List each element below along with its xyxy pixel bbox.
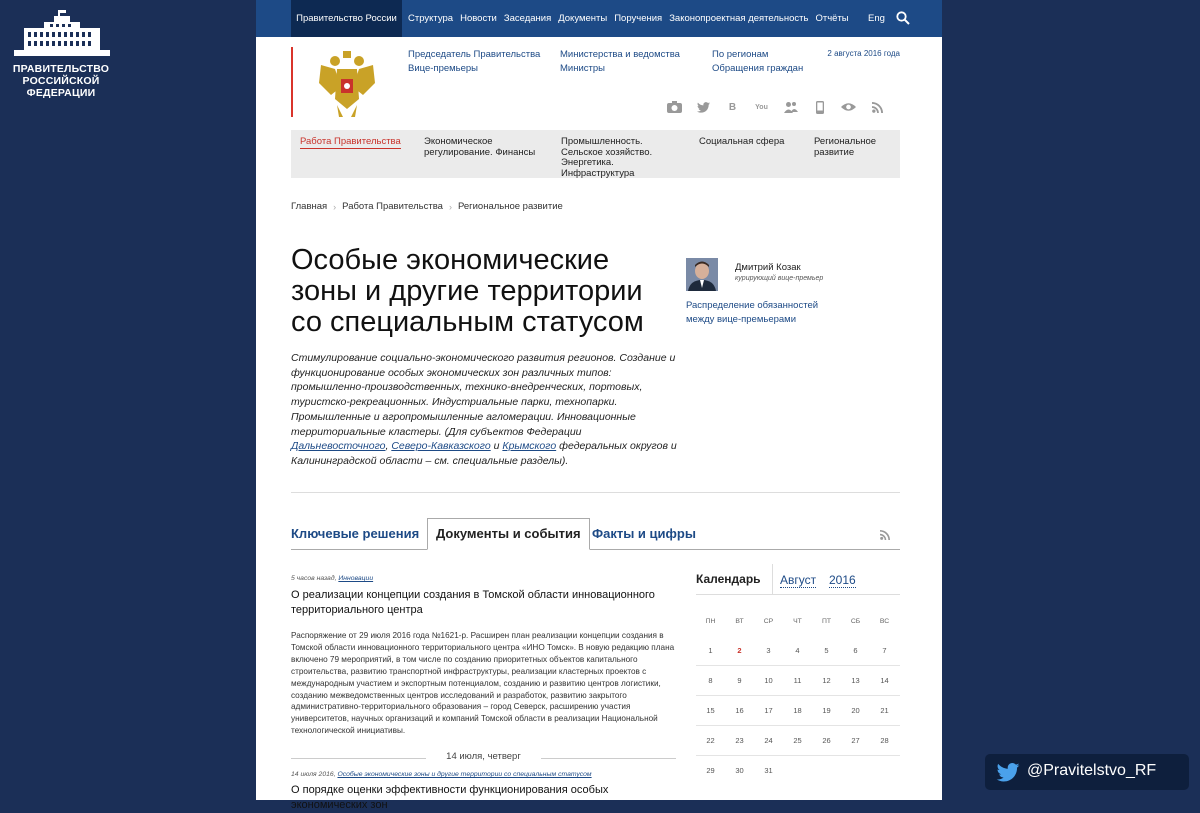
- eye-icon[interactable]: [841, 100, 856, 114]
- calendar: [696, 564, 900, 775]
- calendar-header-divider: [772, 564, 773, 594]
- calendar-day[interactable]: 12: [822, 676, 831, 685]
- logo-line-2: РОССИЙСКОЙ: [22, 75, 100, 87]
- secnav-regional[interactable]: Региональное развитие: [814, 136, 877, 158]
- calendar-day[interactable]: 18: [793, 706, 802, 715]
- news-title[interactable]: О реализации концепции создания в Томской области инновационного территориального центра: [291, 589, 655, 616]
- nav-link-meetings[interactable]: Заседания: [503, 13, 552, 24]
- news-text: Распоряжение от 29 июля 2016 года №1621-р. Расширен план реализации концепции создания в Томской области инновационного территориального центра «ИНО Томск». В новую редакцию плана включено 79 мероприятий, в том числе по созданию приоритетных объектов капитального строительства, развитию транспортной инфраструктуры, реализации кластерных проектов с международным участием и экспортным потенциалом, созданию и развитию центров логистики, созданию межведомственных центров исследований и разработок, развитию закрытого административно-территориального образования – город Северск, расширению участия университетов, научных организаций и компаний Томской области в реализации Национальной технологической инициативы.: [291, 631, 675, 736]
- calendar-day[interactable]: 19: [822, 706, 831, 715]
- secnav-social[interactable]: Социальная сфера: [699, 136, 785, 147]
- header-red-accent: [291, 47, 293, 117]
- calendar-week: [696, 756, 900, 785]
- calendar-month-selector[interactable]: Август: [780, 573, 817, 587]
- news-meta: [291, 771, 681, 778]
- weekday-label: ВС: [879, 618, 890, 625]
- calendar-title: Календарь: [696, 572, 761, 586]
- person-avatar[interactable]: [686, 258, 718, 291]
- breadcrumb-home[interactable]: Главная: [291, 201, 328, 212]
- nav-link-reports[interactable]: Отчёты: [815, 13, 849, 24]
- secnav-government-work[interactable]: Работа Правительства: [300, 136, 401, 147]
- top-nav-links: [408, 0, 849, 37]
- calendar-grid: [696, 616, 900, 785]
- day-separator-line-right: [541, 758, 676, 759]
- calendar-day[interactable]: 7: [882, 646, 887, 655]
- calendar-day[interactable]: 3: [766, 646, 771, 655]
- calendar-day[interactable]: 13: [851, 676, 860, 685]
- crimea-district-link[interactable]: Крымского: [502, 440, 557, 453]
- people-icon[interactable]: [783, 100, 798, 114]
- twitter-handle-badge[interactable]: [985, 754, 1189, 790]
- language-switch[interactable]: Eng: [868, 13, 885, 24]
- weekday-label: ВТ: [735, 618, 744, 625]
- calendar-day[interactable]: 11: [793, 676, 802, 685]
- camera-icon[interactable]: [667, 100, 682, 114]
- calendar-day[interactable]: 23: [735, 736, 744, 745]
- calendar-day-today[interactable]: 2: [737, 646, 742, 655]
- twitter-icon[interactable]: [696, 100, 711, 114]
- site-header: [291, 37, 900, 130]
- tab-facts-figures[interactable]: Факты и цифры: [592, 526, 696, 541]
- description-separator-2: и: [490, 440, 503, 453]
- nav-link-instructions[interactable]: Поручения: [614, 13, 663, 24]
- calendar-day[interactable]: 5: [824, 646, 829, 655]
- calendar-day[interactable]: 31: [764, 766, 773, 775]
- calendar-day[interactable]: 25: [793, 736, 802, 745]
- vk-icon[interactable]: B: [728, 101, 737, 113]
- day-separator: [291, 751, 676, 765]
- government-logo-text: [6, 63, 116, 99]
- calendar-header: [696, 564, 900, 595]
- calendar-day[interactable]: 15: [706, 706, 715, 715]
- calendar-week: [696, 696, 900, 726]
- weekday-label: СР: [763, 618, 774, 625]
- header-link-chairman[interactable]: Председатель Правительства: [408, 49, 541, 60]
- calendar-day[interactable]: 22: [706, 736, 715, 745]
- page-content: [256, 0, 942, 811]
- content-tabs: [291, 518, 900, 550]
- news-time: 5 часов назад,: [291, 575, 337, 582]
- search-icon[interactable]: [896, 11, 910, 25]
- far-east-district-link[interactable]: Дальневосточного: [291, 440, 386, 453]
- weekday-label: ЧТ: [793, 618, 802, 625]
- calendar-day[interactable]: 9: [737, 676, 742, 685]
- description-separator-1: ,: [385, 440, 392, 453]
- twitter-handle: @Pravitelstvo_RF: [1027, 762, 1157, 779]
- nav-link-structure[interactable]: Структура: [408, 13, 454, 24]
- current-date: 2 августа 2016 года: [827, 49, 900, 58]
- secnav-industry[interactable]: Промышленность. Сельское хозяйство. Энергетика. Инфраструктура: [561, 136, 653, 179]
- calendar-week: [696, 636, 900, 666]
- weekday-label: СБ: [850, 618, 861, 625]
- news-item: [291, 771, 681, 813]
- header-link-ministries[interactable]: Министерства и ведомства: [560, 49, 680, 60]
- description-text-2: федеральных округов и Калининградской области – см. специальные разделы).: [291, 440, 677, 467]
- person-role: курирующий вице-премьер: [735, 275, 824, 282]
- section-navigation: [291, 130, 900, 178]
- calendar-day[interactable]: 28: [880, 736, 889, 745]
- weekday-label: ПТ: [821, 618, 832, 625]
- breadcrumb-government-work[interactable]: Работа Правительства: [342, 201, 443, 212]
- logo-line-1: ПРАВИТЕЛЬСТВО: [12, 63, 110, 75]
- calendar-day[interactable]: 20: [851, 706, 860, 715]
- calendar-day[interactable]: 27: [851, 736, 860, 745]
- news-time: 14 июля 2016,: [291, 771, 336, 778]
- calendar-day[interactable]: 26: [822, 736, 831, 745]
- rss-icon[interactable]: [870, 100, 885, 114]
- breadcrumb: [291, 201, 563, 212]
- header-link-regions[interactable]: По регионам: [712, 49, 769, 60]
- calendar-day[interactable]: 6: [853, 646, 858, 655]
- description-text-1: Стимулирование социально-экономического развития регионов. Создание и функционирование особых экономических зон различных типов: промышленно-производственных, технико-внедренческих, портовых, туристско-рекреационных. Индустриальные парки, технопарки. Промышленные и агропромышленные агломерации. Инновационные территориальные кластеры. (Для субъектов Федерации: [291, 352, 676, 438]
- calendar-day[interactable]: 17: [764, 706, 773, 715]
- calendar-day[interactable]: 24: [764, 736, 773, 745]
- mobile-icon[interactable]: [812, 100, 827, 114]
- news-meta: [291, 575, 676, 582]
- page-description: [291, 351, 681, 469]
- nav-link-legislation[interactable]: Законопроектная деятельность: [669, 13, 809, 24]
- calendar-week: [696, 666, 900, 696]
- tab-documents-events[interactable]: Документы и события: [427, 518, 590, 550]
- duties-link-line-1: Распределение обязанностей: [686, 300, 819, 311]
- duties-link-line-2: между вице-премьерами: [686, 314, 797, 325]
- weekday-label: ПН: [705, 618, 716, 625]
- calendar-year-selector[interactable]: 2016: [829, 573, 856, 587]
- chevron-right-icon: ›: [448, 201, 452, 212]
- government-building-icon: [14, 10, 110, 58]
- calendar-day[interactable]: 21: [880, 706, 889, 715]
- person-name[interactable]: Дмитрий Козак: [735, 262, 801, 273]
- rss-icon[interactable]: [880, 530, 890, 540]
- news-item: [291, 575, 676, 737]
- calendar-day[interactable]: 1: [708, 646, 713, 655]
- header-link-appeals[interactable]: Обращения граждан: [712, 63, 804, 74]
- calendar-day[interactable]: 14: [880, 676, 889, 685]
- header-link-ministers[interactable]: Министры: [560, 63, 605, 74]
- secnav-economy[interactable]: Экономическое регулирование. Финансы: [424, 136, 536, 158]
- tab-key-decisions[interactable]: Ключевые решения: [291, 526, 420, 541]
- twitter-icon: [996, 763, 1020, 782]
- divider: [291, 492, 900, 493]
- government-logo[interactable]: [0, 0, 122, 110]
- calendar-day[interactable]: 29: [706, 766, 715, 775]
- calendar-day[interactable]: 8: [708, 676, 713, 685]
- coat-of-arms-icon[interactable]: [315, 49, 379, 119]
- header-links-col1: [408, 48, 540, 76]
- calendar-day[interactable]: 4: [795, 646, 800, 655]
- news-category-link[interactable]: Особые экономические зоны и другие территории со специальным статусом: [337, 771, 592, 778]
- header-link-deputies[interactable]: Вице-премьеры: [408, 63, 479, 74]
- top-navigation-bar: [256, 0, 942, 37]
- duties-link[interactable]: [686, 299, 818, 327]
- chevron-right-icon: ›: [333, 201, 337, 212]
- youtube-icon[interactable]: You: [755, 103, 768, 111]
- north-caucasus-district-link[interactable]: Северо-Кавказского: [391, 440, 491, 453]
- calendar-day[interactable]: 16: [735, 706, 744, 715]
- calendar-day[interactable]: 10: [764, 676, 773, 685]
- calendar-day[interactable]: 30: [735, 766, 744, 775]
- news-category-link[interactable]: Инновации: [338, 575, 374, 582]
- header-links-col2: [560, 48, 680, 76]
- header-links-col3: [712, 48, 803, 76]
- news-title[interactable]: О порядке оценки эффективности функционирования особых экономических зон: [291, 784, 609, 811]
- page-title: Особые экономические зоны и другие территории со специальным статусом: [291, 244, 644, 338]
- nav-link-documents[interactable]: Документы: [558, 13, 608, 24]
- nav-link-news[interactable]: Новости: [460, 13, 497, 24]
- nav-home-link[interactable]: Правительство России: [291, 0, 402, 37]
- breadcrumb-regional[interactable]: Региональное развитие: [457, 201, 563, 212]
- calendar-weekdays: [696, 616, 900, 636]
- social-icons: [667, 100, 885, 114]
- day-separator-label: 14 июля, четверг: [446, 751, 521, 762]
- calendar-week: [696, 726, 900, 756]
- logo-line-3: ФЕДЕРАЦИИ: [26, 87, 96, 99]
